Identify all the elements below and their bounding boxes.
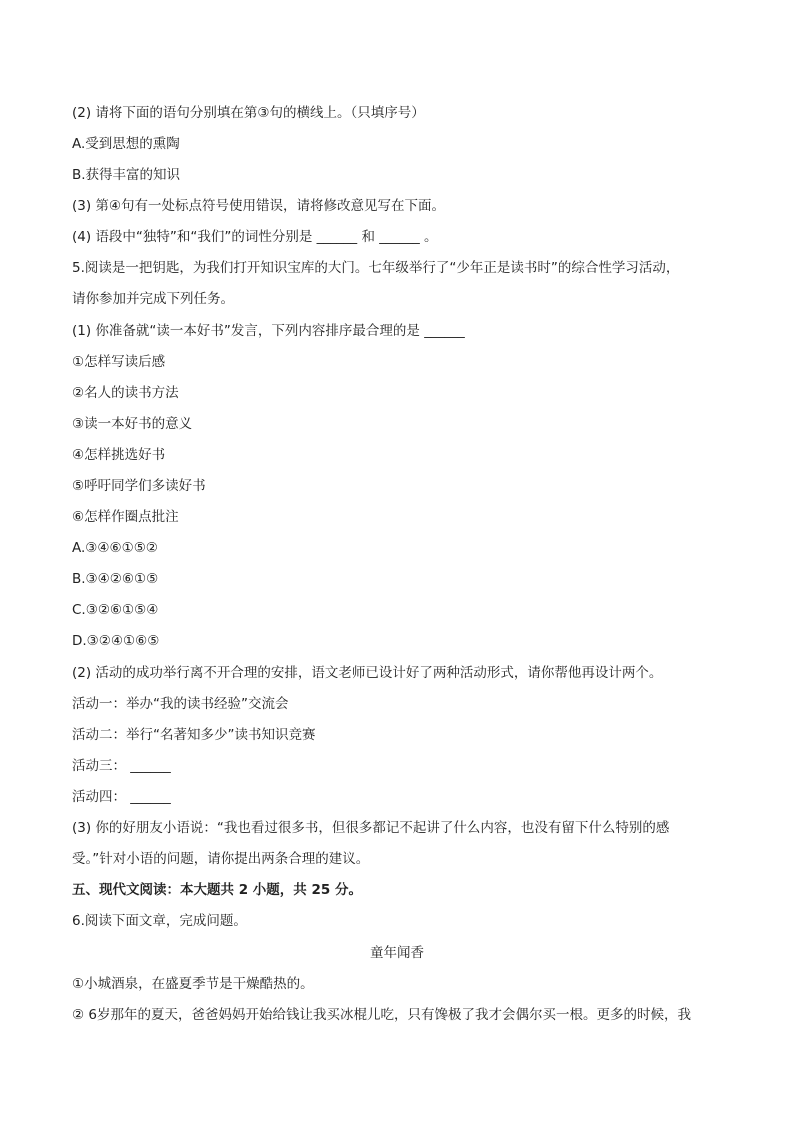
article-title: 童年闻香 [370, 945, 424, 961]
question-5-3-prompt-cont: 受。”针对小语的问题，请你提出两条合理的建议。 [72, 851, 370, 867]
paragraph-1: ①小城酒泉，在盛夏季节是干燥酷热的。 [72, 976, 314, 992]
item-6: ⑥怎样作圈点批注 [72, 509, 179, 525]
choice-b: B.③④②⑥①⑤ [72, 571, 159, 587]
activity-3: 活动三： ______ [72, 758, 171, 774]
question-5-1-prompt: (1) 你准备就“读一本好书”发言，下列内容排序最合理的是 ______ [72, 323, 465, 339]
activity-4: 活动四： ______ [72, 789, 171, 805]
choice-c: C.③②⑥①⑤④ [72, 602, 159, 618]
question-4-3-prompt: (3) 第④句有一处标点符号使用错误，请将修改意见写在下面。 [72, 198, 446, 214]
choice-a: A.③④⑥①⑤② [72, 540, 158, 556]
paragraph-2: ② 6岁那年的夏天，爸爸妈妈开始给钱让我买冰棍儿吃，只有馋极了我才会偶尔买一根。更多的时候，我 [72, 1007, 691, 1023]
question-4-4-prompt: (4) 语段中“独特”和“我们”的词性分别是 ______ 和 ______ 。 [72, 229, 438, 245]
question-5-intro: 5.阅读是一把钥匙，为我们打开知识宝库的大门。七年级举行了“少年正是读书时”的综合性学习活动， [72, 260, 680, 276]
section-5-heading: 五、现代文阅读：本大题共 2 小题，共 25 分。 [72, 882, 362, 898]
option-a: A.受到思想的熏陶 [72, 136, 180, 152]
question-4-2-prompt: (2) 请将下面的语句分别填在第③句的横线上。（只填序号） [72, 105, 425, 121]
activity-1: 活动一：举办“我的读书经验”交流会 [72, 696, 289, 712]
question-5-3-prompt: (3) 你的好朋友小语说：“我也看过很多书，但很多都记不起讲了什么内容，也没有留下什么特别的感 [72, 820, 670, 836]
question-5-2-prompt: (2) 活动的成功举行离不开合理的安排，语文老师已设计好了两种活动形式，请你帮他再设计两个。 [72, 665, 663, 681]
item-3: ③读一本好书的意义 [72, 416, 193, 432]
activity-2: 活动二：举行“名著知多少”读书知识竞赛 [72, 727, 316, 743]
question-5-intro-cont: 请你参加并完成下列任务。 [72, 291, 234, 307]
item-5: ⑤呼吁同学们多读好书 [72, 478, 206, 494]
item-4: ④怎样挑选好书 [72, 447, 166, 463]
item-1: ①怎样写读后感 [72, 354, 166, 370]
option-b: B.获得丰富的知识 [72, 167, 181, 183]
choice-d: D.③②④①⑥⑤ [72, 633, 160, 649]
item-2: ②名人的读书方法 [72, 385, 179, 401]
question-6-prompt: 6.阅读下面文章，完成问题。 [72, 913, 247, 929]
